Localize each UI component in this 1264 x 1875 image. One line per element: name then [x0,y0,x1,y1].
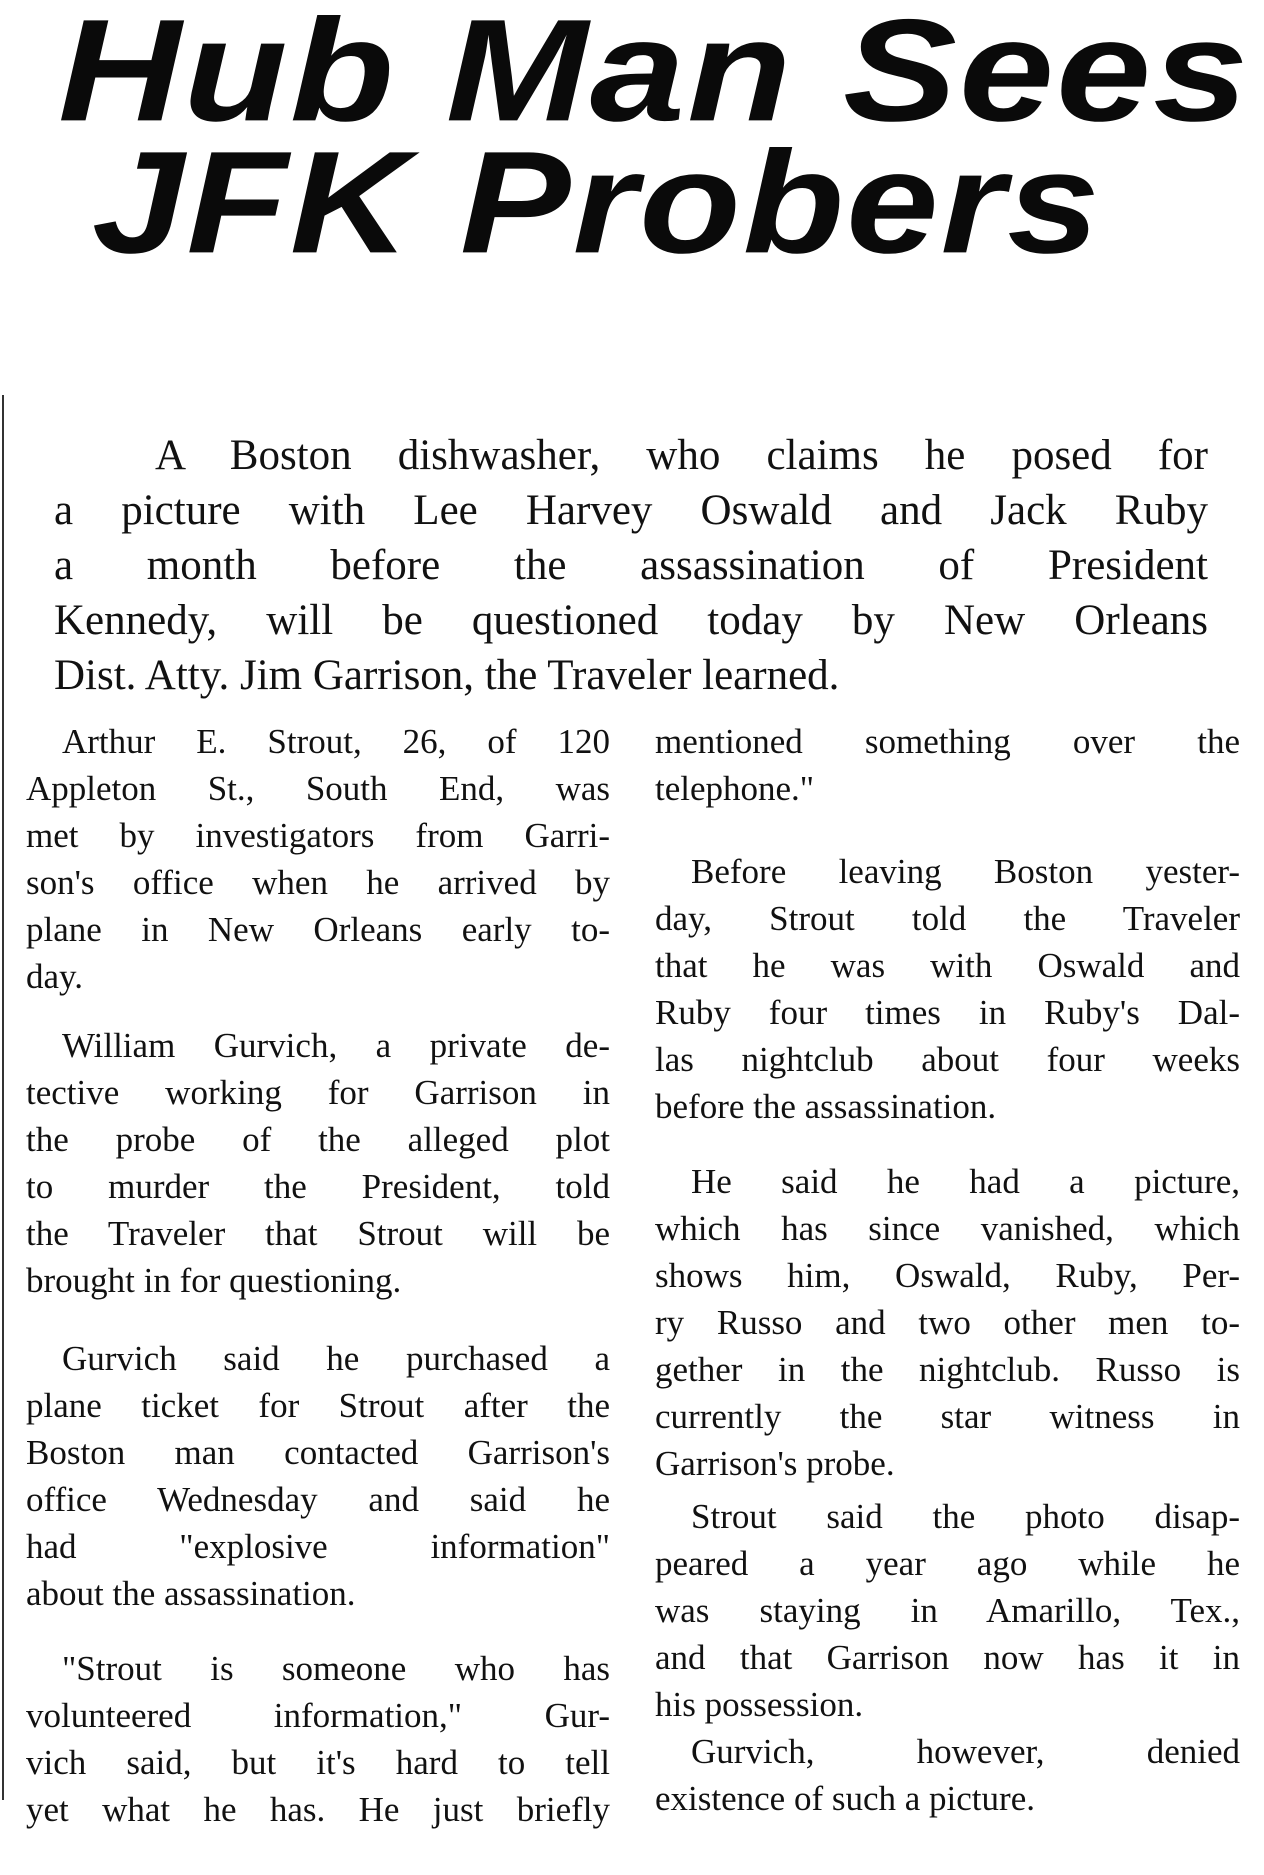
text-line: peared a year ago while he [655,1544,1240,1583]
text-line: day. [26,957,84,996]
text-line: Boston man contacted Garrison's [26,1433,610,1472]
article-column-right [655,718,1240,1822]
text-line: He said he had a picture, [691,1162,1240,1201]
text-line: Garrison's probe. [655,1444,895,1483]
text-line: son's office when he arrived by [26,863,610,902]
text-line: about the assassination. [26,1574,356,1613]
text-line: currently the star witness in [655,1397,1240,1436]
headline-line-1: Hub Man Sees [58,0,1251,152]
text-line: a month before the assassination of President [54,542,1208,589]
text-line: the Traveler that Strout will be [26,1214,610,1253]
text-line: to murder the President, told [26,1167,610,1206]
text-line: telephone." [655,769,815,808]
text-line: Arthur E. Strout, 26, of 120 [62,722,610,761]
article-paragraph [655,1493,1240,1728]
text-line: and that Garrison now has it in [655,1638,1240,1677]
text-line: before the assassination. [655,1087,997,1126]
text-line: existence of such a picture. [655,1779,1035,1818]
text-line: A Boston dishwasher, who claims he posed for [155,432,1208,479]
text-line: "Strout is someone who has [62,1649,610,1688]
text-line: plane ticket for Strout after the [26,1386,610,1425]
text-line: Strout said the photo disap- [691,1497,1240,1536]
text-line: tective working for Garrison in [26,1073,610,1112]
text-line: Gurvich, however, denied [691,1732,1240,1771]
text-line: office Wednesday and said he [26,1480,610,1519]
text-line: volunteered information," Gur- [26,1696,610,1735]
text-line: gether in the nightclub. Russo is [655,1350,1240,1389]
text-line: the probe of the alleged plot [26,1120,610,1159]
text-line: Before leaving Boston yester- [691,852,1240,891]
article-paragraph [26,1645,610,1833]
text-line: which has since vanished, which [655,1209,1240,1248]
text-line: that he was with Oswald and [655,946,1240,985]
text-line: met by investigators from Garri- [26,816,610,855]
text-line: Appleton St., South End, was [26,769,610,808]
article-paragraph [26,1022,610,1304]
text-line: ry Russo and two other men to- [655,1303,1240,1342]
text-line: shows him, Oswald, Ruby, Per- [655,1256,1240,1295]
headline-line-2: JFK Probers [92,121,1102,284]
article-paragraph [655,1158,1240,1487]
text-line: Ruby four times in Ruby's Dal- [655,993,1240,1032]
text-line: brought in for questioning. [26,1261,402,1300]
text-line: las nightclub about four weeks [655,1040,1240,1079]
text-line: a picture with Lee Harvey Oswald and Jack Ruby [54,487,1208,534]
text-line: his possession. [655,1685,864,1724]
article-paragraph [26,1335,610,1617]
text-line: Dist. Atty. Jim Garrison, the Traveler learned. [54,652,840,699]
lead-paragraph [54,428,1208,703]
text-line: vich said, but it's hard to tell [26,1743,610,1782]
column-rule [2,395,4,1800]
text-line: was staying in Amarillo, Tex., [655,1591,1240,1630]
article-paragraph [655,718,1240,812]
text-line: William Gurvich, a private de- [62,1026,610,1065]
article-paragraph [26,718,610,1000]
text-line: Gurvich said he purchased a [62,1339,610,1378]
text-line: Kennedy, will be questioned today by New Orleans [54,597,1208,644]
text-line: yet what he has. He just briefly [26,1790,610,1829]
text-line: day, Strout told the Traveler [655,899,1240,938]
article-column-left [26,718,610,1833]
article-paragraph [655,848,1240,1130]
text-line: plane in New Orleans early to- [26,910,610,949]
text-line: mentioned something over the [655,722,1240,761]
text-line: had "explosive information" [26,1527,610,1566]
article-paragraph [655,1728,1240,1822]
